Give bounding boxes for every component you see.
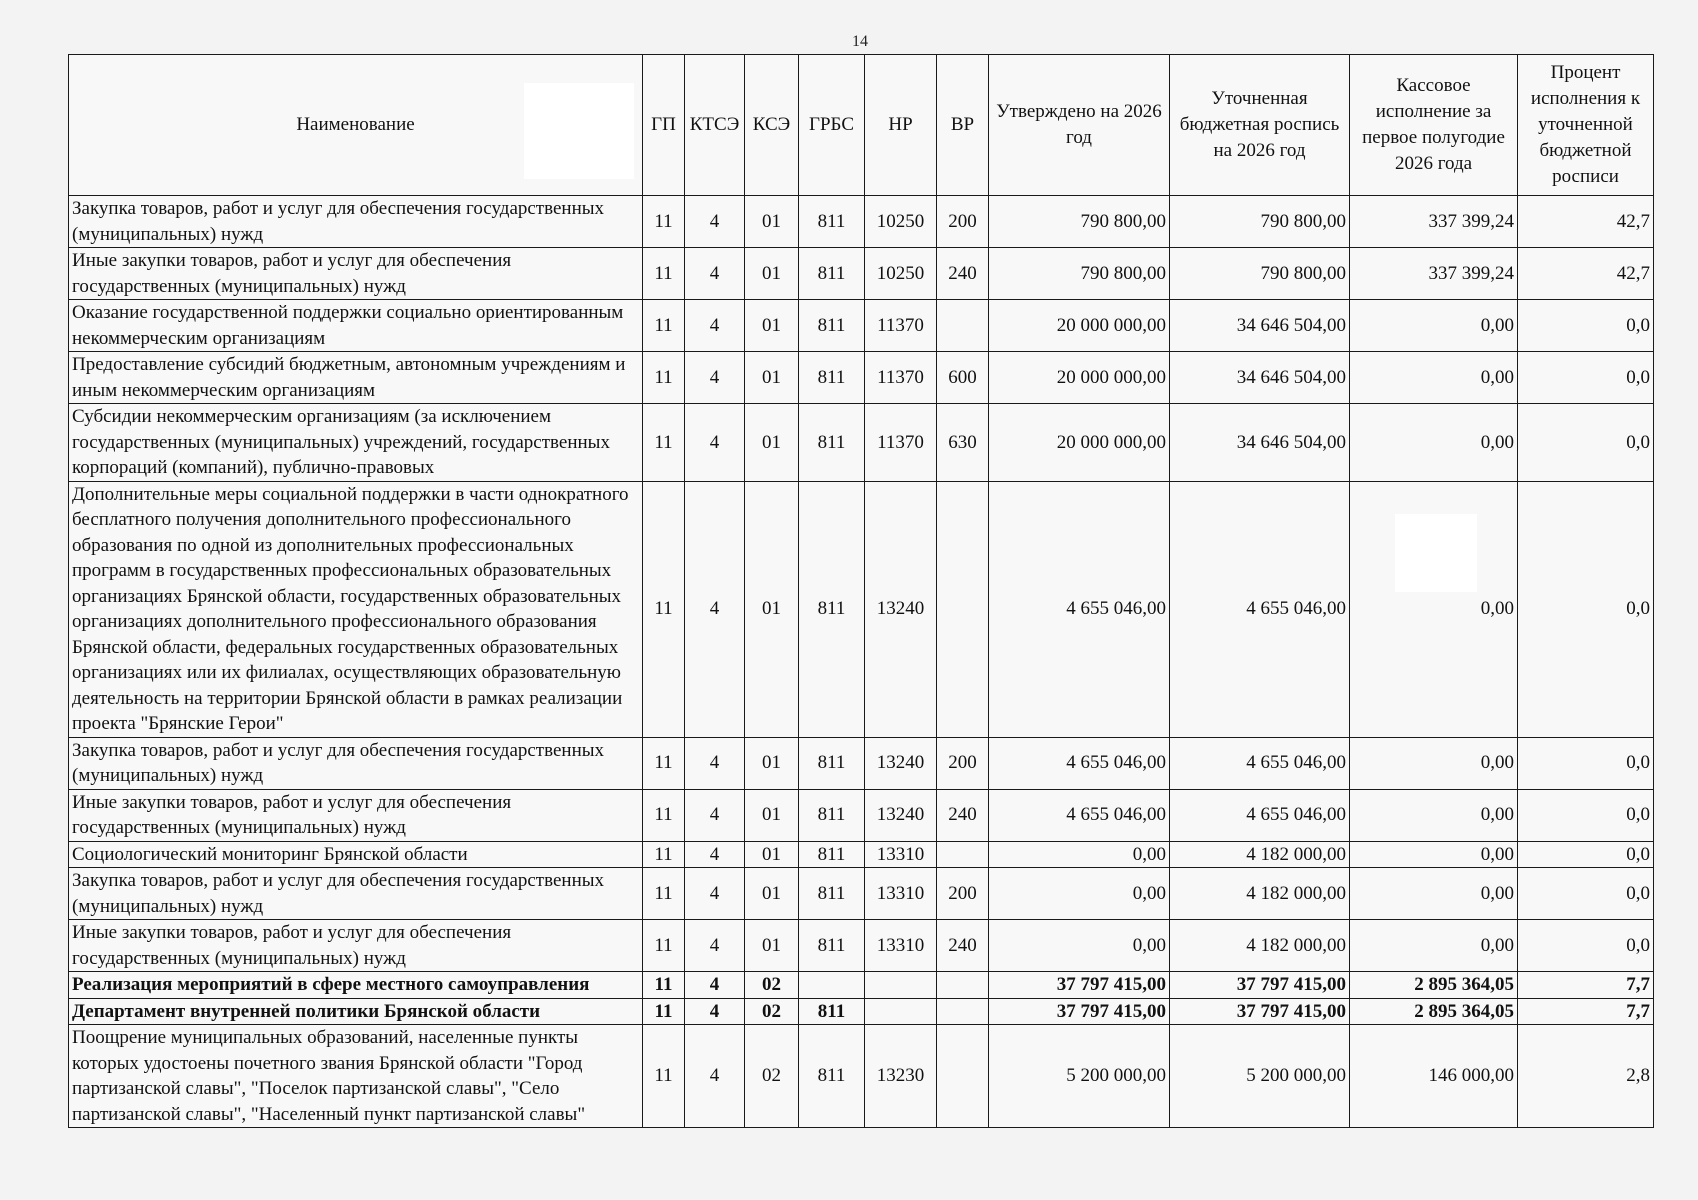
row-cash: 0,00 bbox=[1480, 598, 1514, 620]
row-percent: 2,8 bbox=[1518, 1025, 1654, 1128]
row-ktse: 4 bbox=[685, 352, 745, 404]
table-row bbox=[69, 481, 1654, 737]
row-approved: 20 000 000,00 bbox=[989, 404, 1170, 482]
row-nr: 13240 bbox=[865, 789, 937, 841]
row-nr bbox=[865, 972, 937, 999]
row-vr bbox=[937, 300, 989, 352]
row-nr: 13310 bbox=[865, 920, 937, 972]
row-vr: 200 bbox=[937, 737, 989, 789]
row-ktse: 4 bbox=[685, 196, 745, 248]
row-refined: 4 182 000,00 bbox=[1170, 841, 1350, 868]
row-percent: 7,7 bbox=[1518, 998, 1654, 1025]
header-approved: Утверждено на 2026 год bbox=[989, 55, 1170, 196]
row-gp: 11 bbox=[643, 481, 685, 737]
row-vr: 240 bbox=[937, 920, 989, 972]
row-grbs: 811 bbox=[799, 737, 865, 789]
row-cash: 0,00 bbox=[1350, 404, 1518, 482]
row-approved: 20 000 000,00 bbox=[989, 352, 1170, 404]
row-percent: 0,0 bbox=[1518, 481, 1654, 737]
row-grbs: 811 bbox=[799, 404, 865, 482]
row-cash: 146 000,00 bbox=[1350, 1025, 1518, 1128]
row-refined: 790 800,00 bbox=[1170, 196, 1350, 248]
row-kse: 01 bbox=[745, 841, 799, 868]
row-kse: 01 bbox=[745, 737, 799, 789]
row-name: Иные закупки товаров, работ и услуг для обеспечения государственных (муниципальных) нужд bbox=[69, 789, 643, 841]
row-name: Реализация мероприятий в сфере местного самоуправления bbox=[69, 972, 643, 999]
table-row bbox=[69, 789, 1654, 841]
row-ktse: 4 bbox=[685, 972, 745, 999]
row-vr: 630 bbox=[937, 404, 989, 482]
row-cash: 2 895 364,05 bbox=[1350, 998, 1518, 1025]
row-kse: 02 bbox=[745, 998, 799, 1025]
table-row bbox=[69, 352, 1654, 404]
row-gp: 11 bbox=[643, 737, 685, 789]
header-vr: ВР bbox=[937, 55, 989, 196]
row-nr: 11370 bbox=[865, 404, 937, 482]
table-row bbox=[69, 998, 1654, 1025]
budget-execution-table bbox=[68, 54, 1654, 1128]
row-vr bbox=[937, 998, 989, 1025]
row-ktse: 4 bbox=[685, 841, 745, 868]
row-name: Оказание государственной поддержки социально ориентированным некоммерческим организациям bbox=[69, 300, 643, 352]
row-refined: 790 800,00 bbox=[1170, 248, 1350, 300]
row-grbs: 811 bbox=[799, 248, 865, 300]
row-vr bbox=[937, 481, 989, 737]
row-ktse: 4 bbox=[685, 1025, 745, 1128]
row-refined: 34 646 504,00 bbox=[1170, 352, 1350, 404]
row-approved: 4 655 046,00 bbox=[989, 737, 1170, 789]
row-percent: 0,0 bbox=[1518, 404, 1654, 482]
header-gp: ГП bbox=[643, 55, 685, 196]
row-name: Социологический мониторинг Брянской области bbox=[69, 841, 643, 868]
table-row bbox=[69, 920, 1654, 972]
row-approved: 790 800,00 bbox=[989, 196, 1170, 248]
row-refined: 4 182 000,00 bbox=[1170, 920, 1350, 972]
row-name: Департамент внутренней политики Брянской области bbox=[69, 998, 643, 1025]
row-ktse: 4 bbox=[685, 789, 745, 841]
table-row bbox=[69, 196, 1654, 248]
row-nr: 10250 bbox=[865, 196, 937, 248]
row-gp: 11 bbox=[643, 972, 685, 999]
row-name: Предоставление субсидий бюджетным, автономным учреждениям и иным некоммерческим организациям bbox=[69, 352, 643, 404]
row-grbs: 811 bbox=[799, 920, 865, 972]
row-name: Закупка товаров, работ и услуг для обеспечения государственных (муниципальных) нужд bbox=[69, 196, 643, 248]
row-cash: 0,00 bbox=[1350, 352, 1518, 404]
row-kse: 01 bbox=[745, 789, 799, 841]
table-row bbox=[69, 300, 1654, 352]
row-percent: 0,0 bbox=[1518, 789, 1654, 841]
row-grbs: 811 bbox=[799, 841, 865, 868]
row-name: Дополнительные меры социальной поддержки в части однократного бесплатного получения дополнительного профессионального образования по одной из дополнительных профессиональных программ в государственных профессиональных образовательных организациях Брянской области, государственных образовательных организациях дополнительного профессионального образования Брянской области, федеральных государственных образовательных организациях или их филиалах, осуществляющих образовательную деятельность на территории Брянской области в рамках реализации проекта "Брянские Герои" bbox=[69, 481, 643, 737]
row-refined: 37 797 415,00 bbox=[1170, 998, 1350, 1025]
row-vr: 600 bbox=[937, 352, 989, 404]
row-kse: 01 bbox=[745, 300, 799, 352]
row-kse: 01 bbox=[745, 196, 799, 248]
row-approved: 5 200 000,00 bbox=[989, 1025, 1170, 1128]
row-refined: 4 182 000,00 bbox=[1170, 868, 1350, 920]
row-grbs: 811 bbox=[799, 998, 865, 1025]
row-gp: 11 bbox=[643, 1025, 685, 1128]
header-ktse: КТСЭ bbox=[685, 55, 745, 196]
row-grbs: 811 bbox=[799, 196, 865, 248]
redaction-box bbox=[524, 83, 634, 179]
table-row bbox=[69, 1025, 1654, 1128]
header-kse: КСЭ bbox=[745, 55, 799, 196]
row-ktse: 4 bbox=[685, 248, 745, 300]
row-name: Субсидии некоммерческим организациям (за исключением государственных (муниципальных) учреждений, государственных корпораций (компаний), публично-правовых bbox=[69, 404, 643, 482]
row-nr bbox=[865, 998, 937, 1025]
row-kse: 01 bbox=[745, 404, 799, 482]
row-nr: 11370 bbox=[865, 352, 937, 404]
page-number: 14 bbox=[852, 33, 868, 50]
header-name bbox=[69, 55, 643, 196]
row-approved: 4 655 046,00 bbox=[989, 789, 1170, 841]
row-refined: 34 646 504,00 bbox=[1170, 404, 1350, 482]
row-gp: 11 bbox=[643, 868, 685, 920]
row-cash: 0,00 bbox=[1350, 841, 1518, 868]
row-kse: 02 bbox=[745, 1025, 799, 1128]
row-grbs: 811 bbox=[799, 352, 865, 404]
row-gp: 11 bbox=[643, 352, 685, 404]
row-gp: 11 bbox=[643, 196, 685, 248]
row-percent: 7,7 bbox=[1518, 972, 1654, 999]
row-cash: 0,00 bbox=[1350, 868, 1518, 920]
row-refined: 4 655 046,00 bbox=[1170, 481, 1350, 737]
row-grbs: 811 bbox=[799, 789, 865, 841]
row-cash: 2 895 364,05 bbox=[1350, 972, 1518, 999]
row-ktse: 4 bbox=[685, 920, 745, 972]
table-row bbox=[69, 737, 1654, 789]
row-nr: 10250 bbox=[865, 248, 937, 300]
row-ktse: 4 bbox=[685, 998, 745, 1025]
row-kse: 01 bbox=[745, 352, 799, 404]
row-approved: 790 800,00 bbox=[989, 248, 1170, 300]
row-cash: 0,00 bbox=[1350, 789, 1518, 841]
row-approved: 37 797 415,00 bbox=[989, 998, 1170, 1025]
row-grbs: 811 bbox=[799, 1025, 865, 1128]
row-cash: 0,00 bbox=[1350, 300, 1518, 352]
row-kse: 02 bbox=[745, 972, 799, 999]
row-ktse: 4 bbox=[685, 300, 745, 352]
row-refined: 4 655 046,00 bbox=[1170, 789, 1350, 841]
row-approved: 0,00 bbox=[989, 920, 1170, 972]
row-nr: 13230 bbox=[865, 1025, 937, 1128]
row-ktse: 4 bbox=[685, 868, 745, 920]
row-vr bbox=[937, 841, 989, 868]
row-kse: 01 bbox=[745, 248, 799, 300]
header-refined: Уточненная бюджетная роспись на 2026 год bbox=[1170, 55, 1350, 196]
header-name-label: Наименование bbox=[296, 114, 415, 135]
table-row bbox=[69, 972, 1654, 999]
row-percent: 0,0 bbox=[1518, 737, 1654, 789]
row-vr: 240 bbox=[937, 789, 989, 841]
row-gp: 11 bbox=[643, 300, 685, 352]
row-percent: 0,0 bbox=[1518, 300, 1654, 352]
row-grbs: 811 bbox=[799, 868, 865, 920]
row-percent: 42,7 bbox=[1518, 196, 1654, 248]
table-header-row bbox=[69, 55, 1654, 196]
table-row bbox=[69, 841, 1654, 868]
row-gp: 11 bbox=[643, 998, 685, 1025]
row-cash: 0,00 bbox=[1350, 737, 1518, 789]
header-percent: Процент исполнения к уточненной бюджетной росписи bbox=[1518, 55, 1654, 196]
row-ktse: 4 bbox=[685, 737, 745, 789]
row-ktse: 4 bbox=[685, 481, 745, 737]
row-percent: 42,7 bbox=[1518, 248, 1654, 300]
row-vr: 240 bbox=[937, 248, 989, 300]
row-cash: 0,00 bbox=[1350, 920, 1518, 972]
row-gp: 11 bbox=[643, 248, 685, 300]
header-nr: НР bbox=[865, 55, 937, 196]
table-row bbox=[69, 868, 1654, 920]
row-grbs bbox=[799, 972, 865, 999]
row-refined: 4 655 046,00 bbox=[1170, 737, 1350, 789]
row-refined: 5 200 000,00 bbox=[1170, 1025, 1350, 1128]
row-nr: 13240 bbox=[865, 737, 937, 789]
row-vr: 200 bbox=[937, 868, 989, 920]
row-vr: 200 bbox=[937, 196, 989, 248]
row-percent: 0,0 bbox=[1518, 841, 1654, 868]
row-grbs: 811 bbox=[799, 481, 865, 737]
row-gp: 11 bbox=[643, 841, 685, 868]
row-refined: 37 797 415,00 bbox=[1170, 972, 1350, 999]
row-percent: 0,0 bbox=[1518, 352, 1654, 404]
row-percent: 0,0 bbox=[1518, 920, 1654, 972]
row-gp: 11 bbox=[643, 789, 685, 841]
row-cash: 337 399,24 bbox=[1350, 248, 1518, 300]
row-nr: 13310 bbox=[865, 868, 937, 920]
row-approved: 20 000 000,00 bbox=[989, 300, 1170, 352]
row-nr: 13310 bbox=[865, 841, 937, 868]
row-percent: 0,0 bbox=[1518, 868, 1654, 920]
row-name: Закупка товаров, работ и услуг для обеспечения государственных (муниципальных) нужд bbox=[69, 737, 643, 789]
header-grbs: ГРБС bbox=[799, 55, 865, 196]
row-nr: 13240 bbox=[865, 481, 937, 737]
row-ktse: 4 bbox=[685, 404, 745, 482]
row-nr: 11370 bbox=[865, 300, 937, 352]
row-grbs: 811 bbox=[799, 300, 865, 352]
row-name: Закупка товаров, работ и услуг для обеспечения государственных (муниципальных) нужд bbox=[69, 868, 643, 920]
row-kse: 01 bbox=[745, 920, 799, 972]
redaction-box bbox=[1395, 514, 1477, 592]
row-kse: 01 bbox=[745, 481, 799, 737]
row-name: Иные закупки товаров, работ и услуг для обеспечения государственных (муниципальных) нужд bbox=[69, 920, 643, 972]
table-row bbox=[69, 248, 1654, 300]
row-approved: 0,00 bbox=[989, 868, 1170, 920]
row-cash: 337 399,24 bbox=[1350, 196, 1518, 248]
row-refined: 34 646 504,00 bbox=[1170, 300, 1350, 352]
row-gp: 11 bbox=[643, 920, 685, 972]
row-gp: 11 bbox=[643, 404, 685, 482]
table-row bbox=[69, 404, 1654, 482]
row-kse: 01 bbox=[745, 868, 799, 920]
row-vr bbox=[937, 972, 989, 999]
row-vr bbox=[937, 1025, 989, 1128]
row-name: Поощрение муниципальных образований, населенные пункты которых удостоены почетного звания Брянской области "Город партизанской славы", "Поселок партизанской славы", "Село партизанской славы", "Населенный пункт партизанской славы" bbox=[69, 1025, 643, 1128]
row-approved: 0,00 bbox=[989, 841, 1170, 868]
row-cash-cell bbox=[1350, 481, 1518, 737]
header-cash: Кассовое исполнение за первое полугодие 2026 года bbox=[1350, 55, 1518, 196]
row-approved: 37 797 415,00 bbox=[989, 972, 1170, 999]
row-name: Иные закупки товаров, работ и услуг для обеспечения государственных (муниципальных) нужд bbox=[69, 248, 643, 300]
row-approved: 4 655 046,00 bbox=[989, 481, 1170, 737]
